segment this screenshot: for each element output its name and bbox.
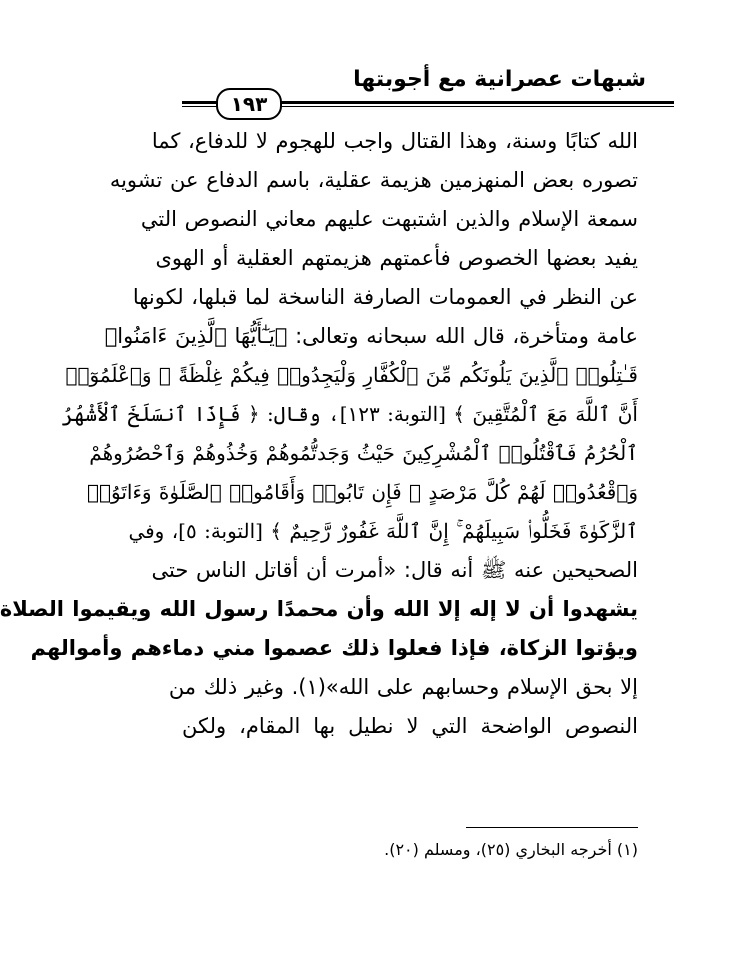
body-line: إلا بحق الإسلام وحسابهم على الله»(١). وغير ذلك من	[168, 675, 638, 699]
body-line: النصوص الواضحة التي لا نطيل بها المقام، ولكن	[182, 714, 638, 738]
running-header-title: شبهات عصرانية مع أجوبتها	[353, 67, 646, 92]
hadith-line: ويؤتوا الزكاة، فإذا فعلوا ذلك عصموا مني دماءهم وأموالهم	[30, 636, 638, 660]
quran-verse-line: قَـٰتِلُوا۟ ٱلَّذِينَ يَلُونَكُم مِّنَ ٱلْكُفَّارِ وَلْيَجِدُوا۟ فِيكُمْ غِلْظَةً ۚ وَٱعْلَمُوٓا۟	[65, 363, 638, 387]
footnote-separator	[466, 827, 638, 828]
footnote: (١) أخرجه البخاري (٢٥)، ومسلم (٢٠).	[384, 840, 638, 859]
body-text	[0, 122, 638, 746]
quran-verse-line: ٱلْحُرُمُ فَٱقْتُلُوا۟ ٱلْمُشْرِكِينَ حَيْثُ وَجَدتُّمُوهُمْ وَخُذُوهُمْ وَٱحْصُرُوهُمْ	[89, 441, 638, 465]
page-number: ١٩٣	[216, 88, 282, 120]
body-line: تصوره بعض المنهزمين هزيمة عقلية، باسم الدفاع عن تشويه	[109, 168, 638, 192]
quran-verse-line: ٱلزَّكَوٰةَ فَخَلُّوا۟ سَبِيلَهُمْ ۚ إِنَّ ٱللَّهَ غَفُورٌ رَّحِيمٌ ﴾ [التوبة: ٥]، وفي	[128, 519, 638, 543]
body-line: الله كتابًا وسنة، وهذا القتال واجب للهجوم لا للدفاع، كما	[151, 129, 638, 153]
hadith-line: يشهدوا أن لا إله إلا الله وأن محمدًا رسول الله ويقيموا الصلاة	[0, 597, 638, 621]
body-line: الصحيحين عنه ﷺ أنه قال: «أمرت أن أقاتل الناس حتى	[151, 558, 638, 582]
body-line: عامة ومتأخرة، قال الله سبحانه وتعالى: ﴿يَـٰٓأَيُّهَا ٱلَّذِينَ ءَامَنُوا۟	[104, 324, 638, 348]
body-line: سمعة الإسلام والذين اشتبهت عليهم معاني النصوص التي	[140, 207, 638, 231]
quran-verse-line: أَنَّ ٱللَّهَ مَعَ ٱلْمُتَّقِينَ ﴾ [التوبة: ١٢٣]، وقال: ﴿ فَإِذَا ٱنسَلَخَ ٱلْأَشْهُرُ	[61, 402, 638, 426]
body-line: عن النظر في العمومات الصارفة الناسخة لما قبلها، لكونها	[132, 285, 638, 309]
body-line: يفيد بعضها الخصوص فأعمتهم هزيمتهم العقلية أو الهوى	[155, 246, 638, 270]
quran-verse-line: وَٱقْعُدُوا۟ لَهُمْ كُلَّ مَرْصَدٍ ۚ فَإِن تَابُوا۟ وَأَقَامُوا۟ ٱلصَّلَوٰةَ وَءَاتَوُا۟	[87, 480, 638, 504]
